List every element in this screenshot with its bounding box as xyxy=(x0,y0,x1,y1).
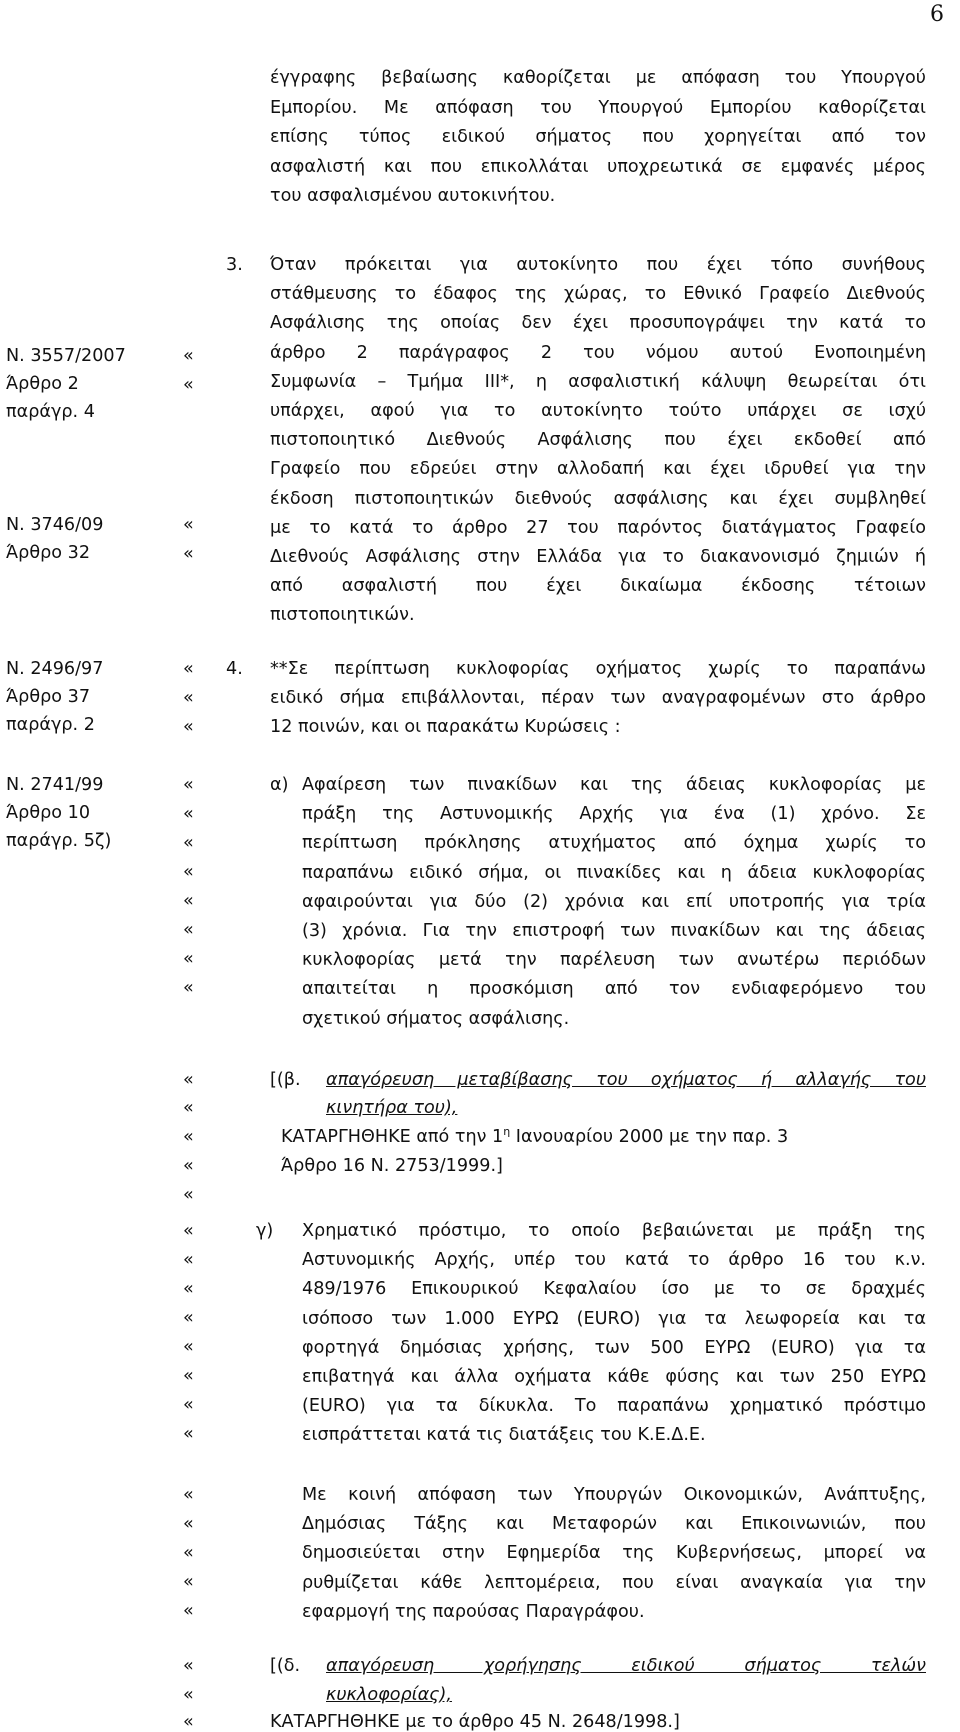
guillemet-mark: « xyxy=(183,862,194,882)
guillemet-mark: « xyxy=(183,1337,194,1357)
item-b-open: [(β. xyxy=(270,1070,301,1090)
margin-line: παράγρ. 2 xyxy=(6,715,95,735)
item-a-label: α) xyxy=(270,775,289,795)
margin-line: Άρθρο 10 xyxy=(6,803,91,823)
text-line: **Σε περίπτωση κυκλοφορίας οχήματος χωρίς το παραπάνω xyxy=(270,659,926,679)
item-b-repeal-text-2: Ιανουαρίου 2000 με την παρ. 3 xyxy=(510,1127,789,1147)
text-line: περίπτωση πρόκλησης ατυχήματος από όχημα χωρίς το xyxy=(302,833,926,854)
guillemet-mark: « xyxy=(183,1070,194,1090)
text-line: (3) χρόνια. Για την επιστροφή των πινακίδων και της άδειας xyxy=(302,921,926,941)
guillemet-mark: « xyxy=(183,1712,194,1732)
text-line: (EURO) για τα δίκυκλα. Το παραπάνω χρηματικό πρόστιμο xyxy=(302,1396,926,1417)
margin-line: Άρθρο 2 xyxy=(6,374,79,394)
guillemet-mark: « xyxy=(183,515,194,535)
item-b-title: απαγόρευση μεταβίβασης του οχήματος ή αλλαγής του xyxy=(326,1070,926,1090)
item-d-open: [(δ. xyxy=(270,1656,301,1676)
text-line: απαιτείται η προσκόμιση από τον ενδιαφερόμενο του xyxy=(302,979,926,1000)
guillemet-mark: « xyxy=(183,833,194,853)
margin-note xyxy=(6,346,126,430)
margin-line: Ν. 3746/09 xyxy=(6,515,104,535)
guillemet-mark: « xyxy=(183,1308,194,1328)
item-b-title-2: κινητήρα του), xyxy=(326,1098,458,1118)
margin-line: Άρθρο 37 xyxy=(6,687,91,707)
guillemet-mark: « xyxy=(183,1221,194,1241)
margin-line: παράγρ. 4 xyxy=(6,402,95,422)
text-line: Με κοινή απόφαση των Υπουργών Οικονομικών, Ανάπτυξης, xyxy=(302,1485,926,1505)
guillemet-mark: « xyxy=(183,1514,194,1534)
guillemet-mark: « xyxy=(183,775,194,795)
guillemet-mark: « xyxy=(183,1543,194,1563)
item-d-title-2: κυκλοφορίας), xyxy=(326,1685,452,1705)
guillemet-mark: « xyxy=(183,1601,194,1621)
para4-number: 4. xyxy=(226,659,243,679)
guillemet-mark: « xyxy=(183,1366,194,1386)
guillemet-mark: « xyxy=(183,1395,194,1415)
text-line: 12 ποινών, και οι παρακάτω Κυρώσεις : xyxy=(270,717,621,738)
para3-number: 3. xyxy=(226,255,243,275)
text-line: Γραφείο που εδρεύει στην αλλοδαπή και έχει ιδρυθεί για την xyxy=(270,459,926,480)
guillemet-mark: « xyxy=(183,1424,194,1444)
text-line: άρθρο 2 παράγραφος 2 του νόμου αυτού Ενοποιημένη xyxy=(270,342,926,363)
text-line: πιστοποιητικό Διεθνούς Ασφάλισης που έχει εκδοθεί από xyxy=(270,430,926,451)
text-line: σχετικού σήματος ασφάλισης. xyxy=(302,1008,570,1029)
page-number: 6 xyxy=(930,2,944,27)
text-line: πιστοποιητικών. xyxy=(270,605,415,626)
text-line: εισπράττεται κατά τις διατάξεις του Κ.Ε.Δ.Ε. xyxy=(302,1425,706,1446)
text-line: φορτηγά δημόσιας χρήσης, των 500 ΕΥΡΩ (EURO) για τα xyxy=(302,1337,926,1358)
margin-line: Ν. 2496/97 xyxy=(6,659,104,679)
text-line: ρυθμίζεται κάθε λεπτομέρεια, που είναι αναγκαία για την xyxy=(302,1572,926,1593)
text-line: ειδικό σήμα επιβάλλονται, πέραν των αναγραφομένων στο άρθρο xyxy=(270,688,926,709)
text-line: με το κατά το άρθρο 27 του παρόντος διατάγματος Γραφείο xyxy=(270,517,926,538)
guillemet-mark: « xyxy=(183,1185,194,1205)
guillemet-mark: « xyxy=(183,375,194,395)
guillemet-mark: « xyxy=(183,949,194,969)
text-line: του ασφαλισμένου αυτοκινήτου. xyxy=(270,186,556,206)
text-line: Αστυνομικής Αρχής, υπέρ του κατά το άρθρο 16 του κ.ν. xyxy=(302,1250,926,1271)
text-line: Χρηματικό πρόστιμο, το οποίο βεβαιώνεται με πράξη της xyxy=(302,1221,926,1241)
text-line: υπάρχει, αφού για το αυτοκίνητο τούτο υπάρχει σε ισχύ xyxy=(270,401,926,421)
guillemet-mark: « xyxy=(183,659,194,679)
item-b-repeal-text: ΚΑΤΑΡΓΗΘΗΚΕ από την 1 xyxy=(281,1127,504,1147)
guillemet-mark: « xyxy=(183,1250,194,1270)
margin-note xyxy=(6,515,103,571)
text-line: κυκλοφορίας μετά την παρέλευση των ανωτέρω περιόδων xyxy=(302,950,926,971)
text-line: Συμφωνία – Τμήμα ΙΙΙ*, η ασφαλιστική κάλυψη θεωρείται ότι xyxy=(270,371,926,392)
item-b-repeal xyxy=(281,1127,788,1147)
text-line: εφαρμογή της παρούσας Παραγράφου. xyxy=(302,1601,645,1622)
guillemet-mark: « xyxy=(183,1485,194,1505)
guillemet-mark: « xyxy=(183,1127,194,1147)
text-line: Αφαίρεση των πινακίδων και της άδειας κυκλοφορίας με xyxy=(302,775,926,795)
text-line: επίσης τύπος ειδικού σήματος που χορηγείται από τον xyxy=(270,127,926,147)
text-line: επιβατηγά και άλλα οχήματα κάθε φύσης και των 250 ΕΥΡΩ xyxy=(302,1367,926,1387)
item-d-title: απαγόρευση χορήγησης ειδικού σήματος τελών xyxy=(326,1656,926,1676)
guillemet-mark: « xyxy=(183,1098,194,1118)
margin-line: Ν. 2741/99 xyxy=(6,775,104,795)
text-line: έκδοση πιστοποιητικών διεθνούς ασφάλισης και έχει συμβληθεί xyxy=(270,488,926,509)
margin-note xyxy=(6,775,111,859)
text-line: Όταν πρόκειται για αυτοκίνητο που έχει τόπο συνήθους xyxy=(270,255,926,275)
guillemet-mark: « xyxy=(183,1656,194,1676)
text-line: Εμπορίου. Με απόφαση του Υπουργού Εμπορίου καθορίζεται xyxy=(270,97,926,118)
guillemet-mark: « xyxy=(183,891,194,911)
margin-line: Ν. 3557/2007 xyxy=(6,346,126,366)
guillemet-mark: « xyxy=(183,544,194,564)
text-line: Ασφάλισης της οποίας δεν έχει προσυπογράψει την κατά το xyxy=(270,313,926,334)
text-line: πράξη της Αστυνομικής Αρχής για ένα (1) χρόνο. Σε xyxy=(302,804,926,825)
text-line: από ασφαλιστή που έχει δικαίωμα έκδοσης τέτοιων xyxy=(270,576,926,597)
text-line: έγγραφης βεβαίωσης καθορίζεται με απόφαση του Υπουργού xyxy=(270,68,926,88)
guillemet-mark: « xyxy=(183,1279,194,1299)
text-line: Δημόσιας Τάξης και Μεταφορών και Επικοινωνιών, που xyxy=(302,1514,926,1535)
text-line: 489/1976 Επικουρικού Κεφαλαίου ίσο με το σε δραχμές xyxy=(302,1279,926,1300)
text-line: στάθμευσης το έδαφος της χώρας, το Εθνικό Γραφείο Διεθνούς xyxy=(270,284,926,305)
text-line: ισόποσο των 1.000 ΕΥΡΩ (EURO) για τα λεωφορεία και τα xyxy=(302,1308,926,1329)
text-line: ασφαλιστή και που επικολλάται υποχρεωτικά σε εμφανές μέρος xyxy=(270,156,926,177)
text-line: Διεθνούς Ασφάλισης στην Ελλάδα για το διακανονισμό ζημιών ή xyxy=(270,547,926,567)
guillemet-mark: « xyxy=(183,1156,194,1176)
item-b-repeal-sup: η xyxy=(503,1125,511,1139)
guillemet-mark: « xyxy=(183,804,194,824)
text-line: δημοσιεύεται στην Εφημερίδα της Κυβερνήσεως, μπορεί να xyxy=(302,1543,926,1564)
text-line: παραπάνω ειδικό σήμα, οι πινακίδες και η άδεια κυκλοφορίας xyxy=(302,862,926,883)
text-line: αφαιρούνται για δύο (2) χρόνια και επί υποτροπής για τρία xyxy=(302,891,926,912)
guillemet-mark: « xyxy=(183,717,194,737)
guillemet-mark: « xyxy=(183,688,194,708)
item-d-repeal: ΚΑΤΑΡΓΗΘΗΚΕ με το άρθρο 45 Ν. 2648/1998.] xyxy=(270,1712,680,1732)
guillemet-mark: « xyxy=(183,1685,194,1705)
guillemet-mark: « xyxy=(183,920,194,940)
item-b-repeal-2: Άρθρο 16 Ν. 2753/1999.] xyxy=(281,1156,503,1176)
guillemet-mark: « xyxy=(183,978,194,998)
item-d xyxy=(270,1656,300,1676)
margin-line: Άρθρο 32 xyxy=(6,543,91,563)
margin-line: παράγρ. 5ζ) xyxy=(6,831,112,851)
guillemet-mark: « xyxy=(183,1572,194,1592)
guillemet-mark: « xyxy=(183,346,194,366)
margin-note xyxy=(6,659,103,743)
item-b xyxy=(270,1070,301,1090)
item-c-label: γ) xyxy=(256,1221,274,1241)
